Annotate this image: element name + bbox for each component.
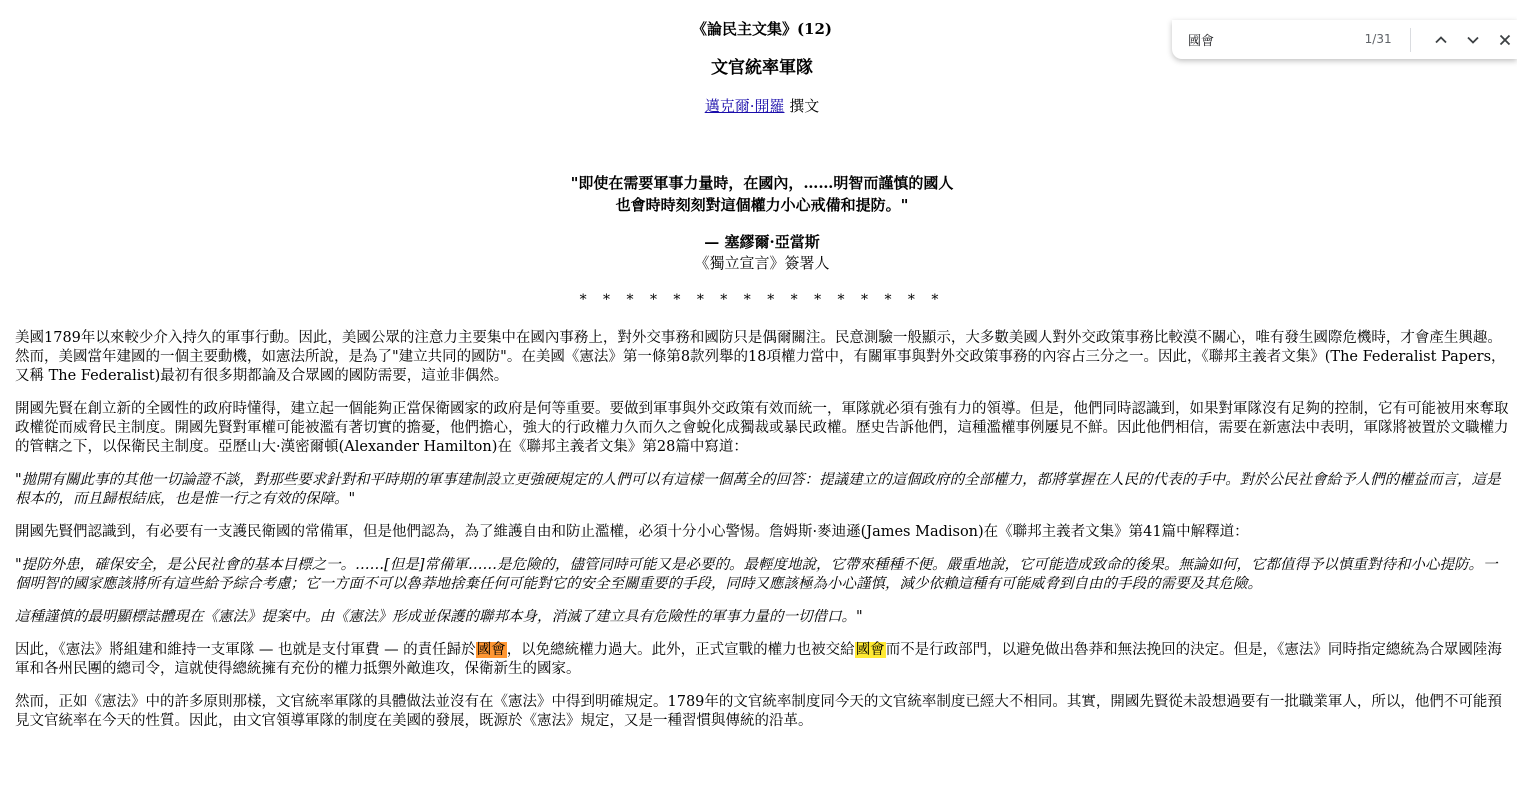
find-input[interactable] <box>1188 32 1338 47</box>
paragraph-4-part-b: ，以免總統權力過大。此外，正式宣戰的權力也被交給 <box>506 642 855 658</box>
epigraph-attribution: — 塞繆爾·亞當斯 <box>704 233 820 251</box>
document-page <box>0 20 1517 731</box>
find-bar-divider <box>1410 28 1411 52</box>
epigraph-line-1: "即使在需要軍事力量時，在國內，……明智而謹慎的國人 <box>570 174 954 192</box>
byline-suffix: 撰文 <box>789 97 820 115</box>
find-bar <box>1172 20 1517 59</box>
epigraph-role: 《獨立宣言》簽署人 <box>694 254 830 272</box>
series-heading: 《論民主文集》(12) <box>691 20 833 38</box>
find-match-count: 1/31 <box>1364 32 1392 46</box>
chevron-up-icon <box>1433 32 1449 48</box>
paragraph-1: 美國1789年以來較少介入持久的軍事行動。因此，美國公眾的注意力主要集中在國內事務上，對外交事務和國防只是偶爾關注。民意測驗一般顯示，大多數美國人對外交政策事務比較漠不關心，唯有發生國際危機時，才會產生興趣。然而，美國當年建國的一個主要動機，如憲法所說，是為了"建立共同的國防"。在美國《憲法》第一條第8款列舉的18項權力當中，有關軍事與對外交政策事務的內容占三分之一。因此，《聯邦主義者文集》(The Federalist Papers，又稱 The Federalist)最初有很多期都論及合眾國的國防需要，這並非偶然。 <box>15 330 1506 384</box>
paragraph-3: 開國先賢們認識到，有必要有一支護民衛國的常備軍，但是他們認為，為了維護自由和防止濫權，必須十分小心警惕。詹姆斯·麥迪遜(James Madison)在《聯邦主義者文集》第41篇中解釋道： <box>15 524 1249 540</box>
epigraph-line-2: 也會時時刻刻對這個權力小心戒備和提防。" <box>615 196 909 214</box>
close-icon <box>1497 32 1513 48</box>
quote-madison-2: 這種謹慎的最明顯標誌體現在《憲法》提案中。由《憲法》形成並保護的聯邦本身，消滅了建立具有危險性的軍事力量的一切借口。" <box>15 609 863 625</box>
quote-hamilton: "拋開有關此事的其他一切論證不談，對那些要求針對和平時期的軍事建制設立更強硬規定的人們可以有這樣一個萬全的回答：提議建立的這個政府的全部權力，都將掌握在人民的代表的手中。對於公民社會給予人們的權益而言，這是根本的，而且歸根結底，也是惟一行之有效的保障。" <box>15 472 1501 507</box>
search-highlight-current: 國會 <box>476 642 506 658</box>
author-link[interactable]: 邁克爾·開羅 <box>704 97 785 115</box>
paragraph-4 <box>15 641 1509 679</box>
find-previous-button[interactable] <box>1430 27 1453 53</box>
paragraph-4-part-c: 而不是行政部門，以避免做出魯莽和無法挽回的決定。但是，《憲法》同時指定總統為合眾國陸海軍和各州民團的總司令，這就使得總統擁有充份的權力抵禦外敵進攻，保衛新生的國家。 <box>15 642 1502 677</box>
paragraph-5: 然而，正如《憲法》中的許多原則那樣，文官統率軍隊的具體做法並沒有在《憲法》中得到明確規定。1789年的文官統率制度同今天的文官統率制度已經大不相同。其實，開國先賢從未設想過要有一批職業軍人，所以，他們不可能預見文官統率在今天的性質。因此，由文官領導軍隊的制度在美國的發展，既源於《憲法》規定，又是一種習慣與傳統的沿革。 <box>15 694 1502 729</box>
quote-madison-1: "提防外患，確保安全，是公民社會的基本目標之一。……[但是]常備軍……是危險的，儘管同時可能又是必要的。最輕度地說，它帶來種種不便。嚴重地說，它可能造成致命的後果。無論如何，它都值得予以慎重對待和小心提防。一個明智的國家應該將所有這些給予綜合考慮；它一方面不可以魯莽地捨棄任何可能對它的安全至關重要的手段，同時又應該極為小心謹慎，減少依賴這種有可能威脅到自由的手段的需要及其危險。 <box>15 557 1498 592</box>
paragraph-4-part-a: 因此，《憲法》將組建和維持一支軍隊 — 也就是支付軍費 — 的責任歸於 <box>15 642 476 658</box>
epigraph-quote <box>15 172 1509 216</box>
paragraph-2: 開國先賢在創立新的全國性的政府時懂得，建立起一個能夠正當保衛國家的政府是何等重要。要做到軍事與外交政策有效而統一，軍隊就必須有強有力的領導。但是，他們同時認識到，如果對軍隊沒有足夠的控制，它有可能被用來奪取政權從而威脅民主制度。開國先賢對軍權可能被濫有著切實的擔憂，他們擔心，強大的行政權力久而久之會蛻化成獨裁或暴民政權。歷史告訴他們，這種濫權事例屢見不鮮。因此他們相信，需要在新憲法中表明，軍隊將被置於文職權力的管轄之下，以保衛民主制度。亞歷山大·漢密爾頓(Alexander Hamilton)在《聯邦主義者文集》第28篇中寫道： <box>15 401 1509 455</box>
find-next-button[interactable] <box>1462 27 1485 53</box>
search-highlight: 國會 <box>855 642 885 658</box>
chevron-down-icon <box>1465 32 1481 48</box>
find-close-button[interactable] <box>1494 27 1517 53</box>
page-title: 文官統率軍隊 <box>711 58 813 78</box>
section-divider: * * * * * * * * * * * * * * * * <box>579 292 945 308</box>
byline <box>15 97 1509 116</box>
